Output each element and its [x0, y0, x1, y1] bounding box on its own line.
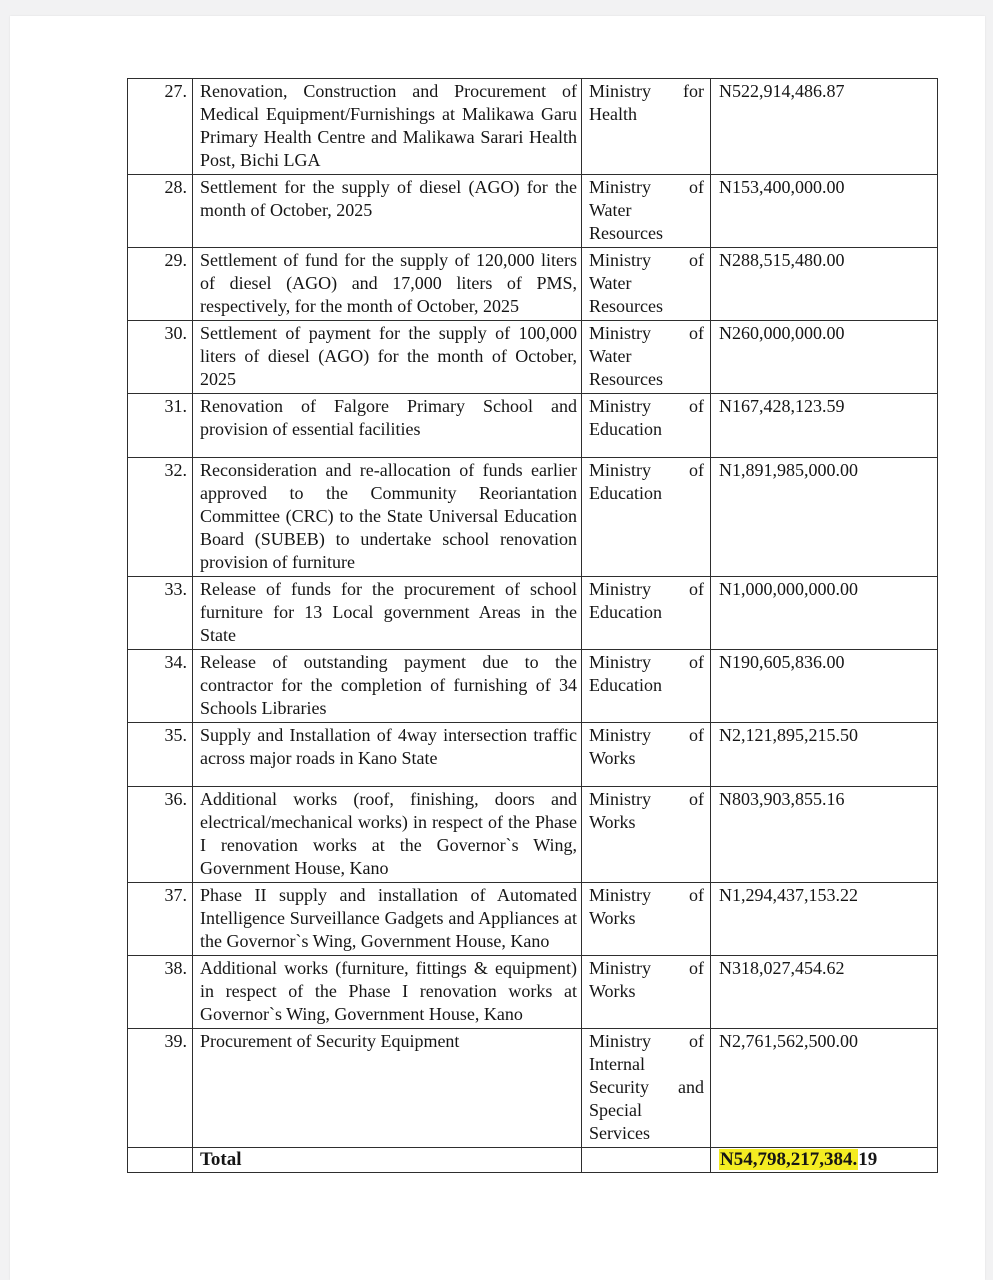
table-row [128, 248, 938, 321]
description-cell: Renovation of Falgore Primary School and provision of essential facilities [193, 394, 582, 458]
row-number-cell: 29. [128, 248, 193, 321]
table-row [128, 458, 938, 577]
total-amount-cell [711, 1148, 938, 1173]
ministry-cell: Ministry of Water Resources [582, 248, 711, 321]
ministry-cell: Ministry of Water Resources [582, 321, 711, 394]
budget-table [127, 78, 938, 1173]
amount-cell: N2,121,895,215.50 [711, 723, 938, 787]
table-body [128, 79, 938, 1148]
amount-cell: N803,903,855.16 [711, 787, 938, 883]
description-cell: Settlement of payment for the supply of 100,000 liters of diesel (AGO) for the month of October, 2025 [193, 321, 582, 394]
total-number-cell [128, 1148, 193, 1173]
row-number-cell: 31. [128, 394, 193, 458]
amount-cell: N190,605,836.00 [711, 650, 938, 723]
row-number-cell: 35. [128, 723, 193, 787]
row-number-cell: 39. [128, 1029, 193, 1148]
row-number-cell: 36. [128, 787, 193, 883]
row-number-cell: 30. [128, 321, 193, 394]
amount-cell: N2,761,562,500.00 [711, 1029, 938, 1148]
amount-cell: N288,515,480.00 [711, 248, 938, 321]
amount-cell: N153,400,000.00 [711, 175, 938, 248]
row-number-cell: 33. [128, 577, 193, 650]
table-footer [128, 1148, 938, 1173]
ministry-cell: Ministry of Education [582, 650, 711, 723]
table-row [128, 1029, 938, 1148]
ministry-cell: Ministry of Works [582, 723, 711, 787]
table-row [128, 321, 938, 394]
document-page [10, 16, 985, 1280]
ministry-cell: Ministry for Health [582, 79, 711, 175]
amount-cell: N260,000,000.00 [711, 321, 938, 394]
table-row [128, 175, 938, 248]
ministry-cell: Ministry of Education [582, 577, 711, 650]
ministry-cell: Ministry of Works [582, 956, 711, 1029]
description-cell: Reconsideration and re-allocation of funds earlier approved to the Community Reoriantation Committee (CRC) to the State Universal Education Board (SUBEB) to undertake school renovation provision of furniture [193, 458, 582, 577]
total-row [128, 1148, 938, 1173]
amount-cell: N1,891,985,000.00 [711, 458, 938, 577]
ministry-cell: Ministry of Works [582, 883, 711, 956]
total-amount-highlight: N54,798,217,384. [720, 1149, 858, 1170]
table-row [128, 723, 938, 787]
row-number-cell: 32. [128, 458, 193, 577]
row-number-cell: 27. [128, 79, 193, 175]
row-number-cell: 37. [128, 883, 193, 956]
amount-cell: N167,428,123.59 [711, 394, 938, 458]
description-cell: Supply and Installation of 4way intersection traffic across major roads in Kano State [193, 723, 582, 787]
row-number-cell: 28. [128, 175, 193, 248]
amount-cell: N1,000,000,000.00 [711, 577, 938, 650]
row-number-cell: 34. [128, 650, 193, 723]
description-cell: Renovation, Construction and Procurement of Medical Equipment/Furnishings at Malikawa Garu Primary Health Centre and Malikawa Sarari Health Post, Bichi LGA [193, 79, 582, 175]
row-number-cell: 38. [128, 956, 193, 1029]
ministry-cell: Ministry of Education [582, 458, 711, 577]
ministry-cell: Ministry of Works [582, 787, 711, 883]
table-row [128, 394, 938, 458]
total-ministry-cell [582, 1148, 711, 1173]
total-amount-rest: 19 [858, 1149, 878, 1170]
table-row [128, 577, 938, 650]
table-row [128, 79, 938, 175]
description-cell: Additional works (roof, finishing, doors and electrical/mechanical works) in respect of the Phase I renovation works at the Governor`s Wing, Government House, Kano [193, 787, 582, 883]
description-cell: Settlement of fund for the supply of 120,000 liters of diesel (AGO) and 17,000 liters of PMS, respectively, for the month of October, 2025 [193, 248, 582, 321]
amount-cell: N318,027,454.62 [711, 956, 938, 1029]
description-cell: Phase II supply and installation of Automated Intelligence Surveillance Gadgets and Appliances at the Governor`s Wing, Government House, Kano [193, 883, 582, 956]
table-row [128, 883, 938, 956]
table-row [128, 787, 938, 883]
description-cell: Additional works (furniture, fittings & equipment) in respect of the Phase I renovation works at Governor`s Wing, Government House, Kano [193, 956, 582, 1029]
total-amount [719, 1149, 877, 1170]
amount-cell: N1,294,437,153.22 [711, 883, 938, 956]
total-label-cell [193, 1148, 582, 1173]
ministry-cell: Ministry of Education [582, 394, 711, 458]
description-cell: Settlement for the supply of diesel (AGO) for the month of October, 2025 [193, 175, 582, 248]
table-row [128, 650, 938, 723]
table-row [128, 956, 938, 1029]
total-label: Total [200, 1149, 242, 1170]
description-cell: Release of outstanding payment due to the contractor for the completion of furnishing of 34 Schools Libraries [193, 650, 582, 723]
description-cell: Procurement of Security Equipment [193, 1029, 582, 1148]
ministry-cell: Ministry of Internal Security and Special Services [582, 1029, 711, 1148]
ministry-cell: Ministry of Water Resources [582, 175, 711, 248]
amount-cell: N522,914,486.87 [711, 79, 938, 175]
description-cell: Release of funds for the procurement of school furniture for 13 Local government Areas in the State [193, 577, 582, 650]
